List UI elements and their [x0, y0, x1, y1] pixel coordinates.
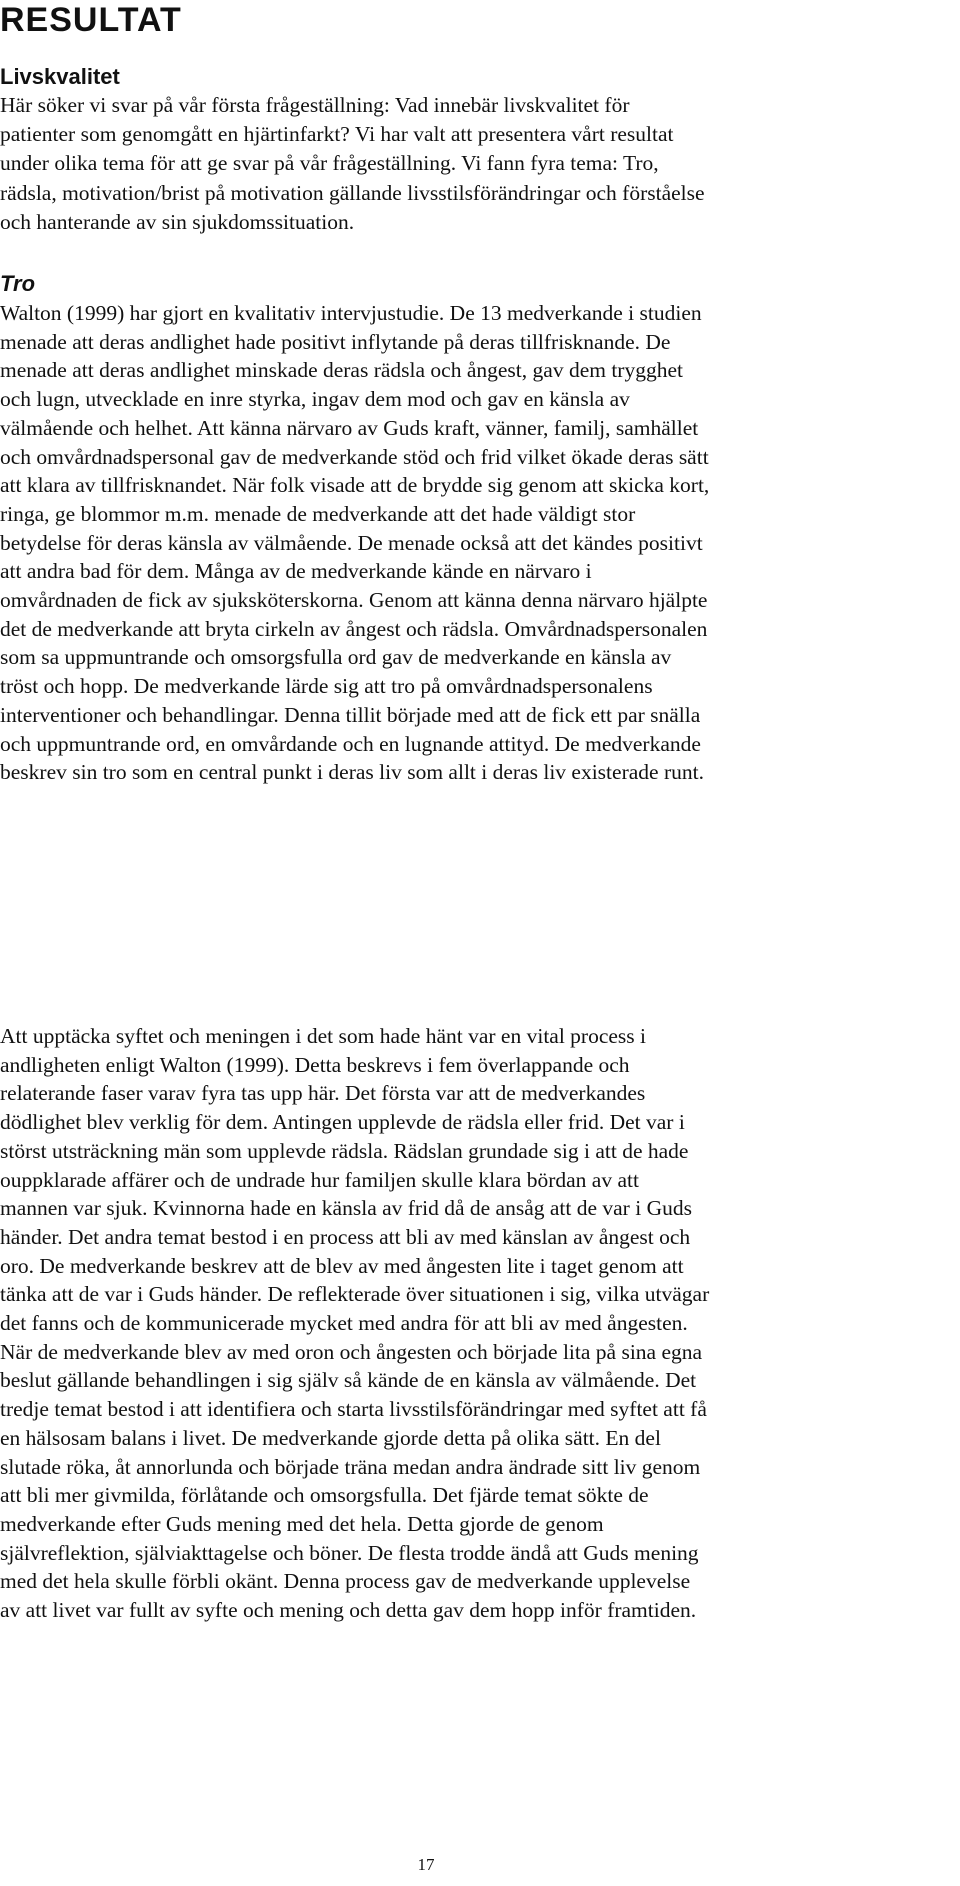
- paragraph-line: Att upptäcka syftet och meningen i det som hade hänt var en vital process i: [0, 1024, 647, 1048]
- paragraph-line: När de medverkande blev av med oron och ångesten och började lita på sina egna: [0, 1339, 703, 1364]
- paragraph-line: Walton (1999) har gjort en kvalitativ intervjustudie. De 13 medverkande i studien: [0, 301, 702, 325]
- intro-paragraph: [0, 91, 960, 237]
- paragraph-line: beslut gällande behandlingen i sig själv så kände de en känsla av välmående. Det: [0, 1368, 697, 1393]
- paragraph-line: störst utsträckning män som upplevde rädsla. Rädslan grundade sig i att de hade: [0, 1138, 689, 1163]
- paragraph-line: betydelse för deras känsla av välmående. De menade också att det kändes positivt: [0, 530, 703, 555]
- paragraph-line: Här söker vi svar på vår första frågeställning: Vad innebär livskvalitet för: [0, 93, 630, 117]
- paragraph-line: och omvårdnadspersonal gav de medverkande stöd och frid vilket ökade deras sätt: [0, 444, 709, 469]
- paragraph-line: händer. Det andra temat bestod i en process att bli av med känslan av ångest och: [0, 1224, 691, 1249]
- paragraph-line: tredje temat bestod i att identifiera och starta livsstilsförändringar med syftet att få: [0, 1397, 707, 1422]
- paragraph-line: oro. De medverkande beskrev att de blev av med ångesten lite i taget genom att: [0, 1253, 684, 1278]
- paragraph-line: rädsla, motivation/brist på motivation gällande livsstilsförändringar och förståelse: [0, 180, 705, 205]
- paragraph-line: patienter som genomgått en hjärtinfarkt? Vi har valt att presentera vårt resultat: [0, 122, 674, 147]
- paragraph-line: självreflektion, själviakttagelse och böner. De flesta trodde ändå att Guds mening: [0, 1540, 699, 1565]
- paragraph-line: under olika tema för att ge svar på vår frågeställning. Vi fann fyra tema: Tro,: [0, 151, 659, 176]
- paragraph-line: menade att deras andlighet hade positivt inflytande på deras tillfrisknande. De: [0, 329, 671, 354]
- page-number: 17: [417, 1855, 435, 1874]
- paragraph-line: dödlighet blev verklig för dem. Antingen upplevde de rädsla eller frid. Det var i: [0, 1110, 685, 1135]
- paragraph-line: och lugn, utvecklade en inre styrka, ingav dem mod och gav en känsla av: [0, 387, 630, 412]
- paragraph-line: det de medverkande att bryta cirkeln av ångest och rädsla. Omvårdnadspersonalen: [0, 616, 708, 641]
- paragraph-line: ouppklarade affärer och de undrade hur familjen skulle klara bördan av att: [0, 1167, 639, 1192]
- paragraph-line: andligheten enligt Walton (1999). Detta beskrevs i fem överlappande och: [0, 1052, 630, 1077]
- paragraph-line: att klara av tillfrisknandet. När folk visade att de brydde sig genom att skicka kort,: [0, 473, 710, 498]
- paragraph-line: beskrev sin tro som en central punkt i deras liv som allt i deras liv existerade runt.: [0, 760, 704, 785]
- paragraph-line: som sa uppmuntrande och omsorgsfulla ord gav de medverkande en känsla av: [0, 645, 672, 670]
- paragraph-line: tröst och hopp. De medverkande lärde sig att tro på omvårdnadspersonalens: [0, 674, 653, 699]
- paragraph-line: en hälsosam balans i livet. De medverkande gjorde detta på olika sätt. En del: [0, 1425, 661, 1450]
- paragraph-line: interventioner och behandlingar. Denna tillit började med att de fick ett par snälla: [0, 702, 701, 727]
- paragraph-line: av att livet var fullt av syfte och mening och detta gav dem hopp inför framtiden.: [0, 1598, 697, 1623]
- paragraph-line: och uppmuntrande ord, en omvårdande och en lugnande attityd. De medverkande: [0, 731, 701, 756]
- page-title: RESULTAT: [0, 1, 182, 39]
- paragraph-line: välmående och helhet. Att känna närvaro av Guds kraft, vänner, familj, samhället: [0, 415, 699, 440]
- paragraph-line: ringa, ge blommor m.m. menade de medverkande att det hade väldigt stor: [0, 501, 636, 526]
- paragraph-line: omvårdnaden de fick av sjuksköterskorna. Genom att känna denna närvaro hjälpte: [0, 588, 708, 613]
- paragraph-line: och hanterande av sin sjukdomssituation.: [0, 209, 355, 234]
- tro-paragraph-1: [0, 299, 960, 787]
- paragraph-line: tänka att de var i Guds händer. De reflekterade över situationen i sig, vilka utvägar: [0, 1282, 710, 1307]
- paragraph-line: medverkande efter Guds mening med det hela. Detta gjorde de genom: [0, 1511, 604, 1536]
- paragraph-line: relaterande faser varav fyra tas upp här. Det första var att de medverkandes: [0, 1081, 646, 1106]
- paragraph-line: menade att deras andlighet minskade deras rädsla och ångest, gav dem trygghet: [0, 358, 683, 383]
- section-heading-tro: Tro: [0, 271, 36, 296]
- paragraph-line: att bli mer givmilda, förlåtande och omsorgsfulla. Det fjärde temat sökte de: [0, 1483, 649, 1508]
- tro-paragraph-2: [0, 1022, 960, 1625]
- paragraph-line: att andra bad för dem. Många av de medverkande kände en närvaro i: [0, 559, 592, 584]
- paragraph-line: med det hela skulle förbli okänt. Denna process gav de medverkande upplevelse: [0, 1569, 691, 1594]
- paragraph-line: mannen var sjuk. Kvinnorna hade en känsla av frid då de ansåg att de var i Guds: [0, 1196, 692, 1221]
- section-heading-livskvalitet: Livskvalitet: [0, 64, 120, 89]
- paragraph-line: slutade röka, åt annorlunda och började träna medan andra ändrade sitt liv genom: [0, 1454, 701, 1479]
- paragraph-line: det fanns och de kommunicerade mycket med andra för att bli av med ångesten.: [0, 1311, 688, 1336]
